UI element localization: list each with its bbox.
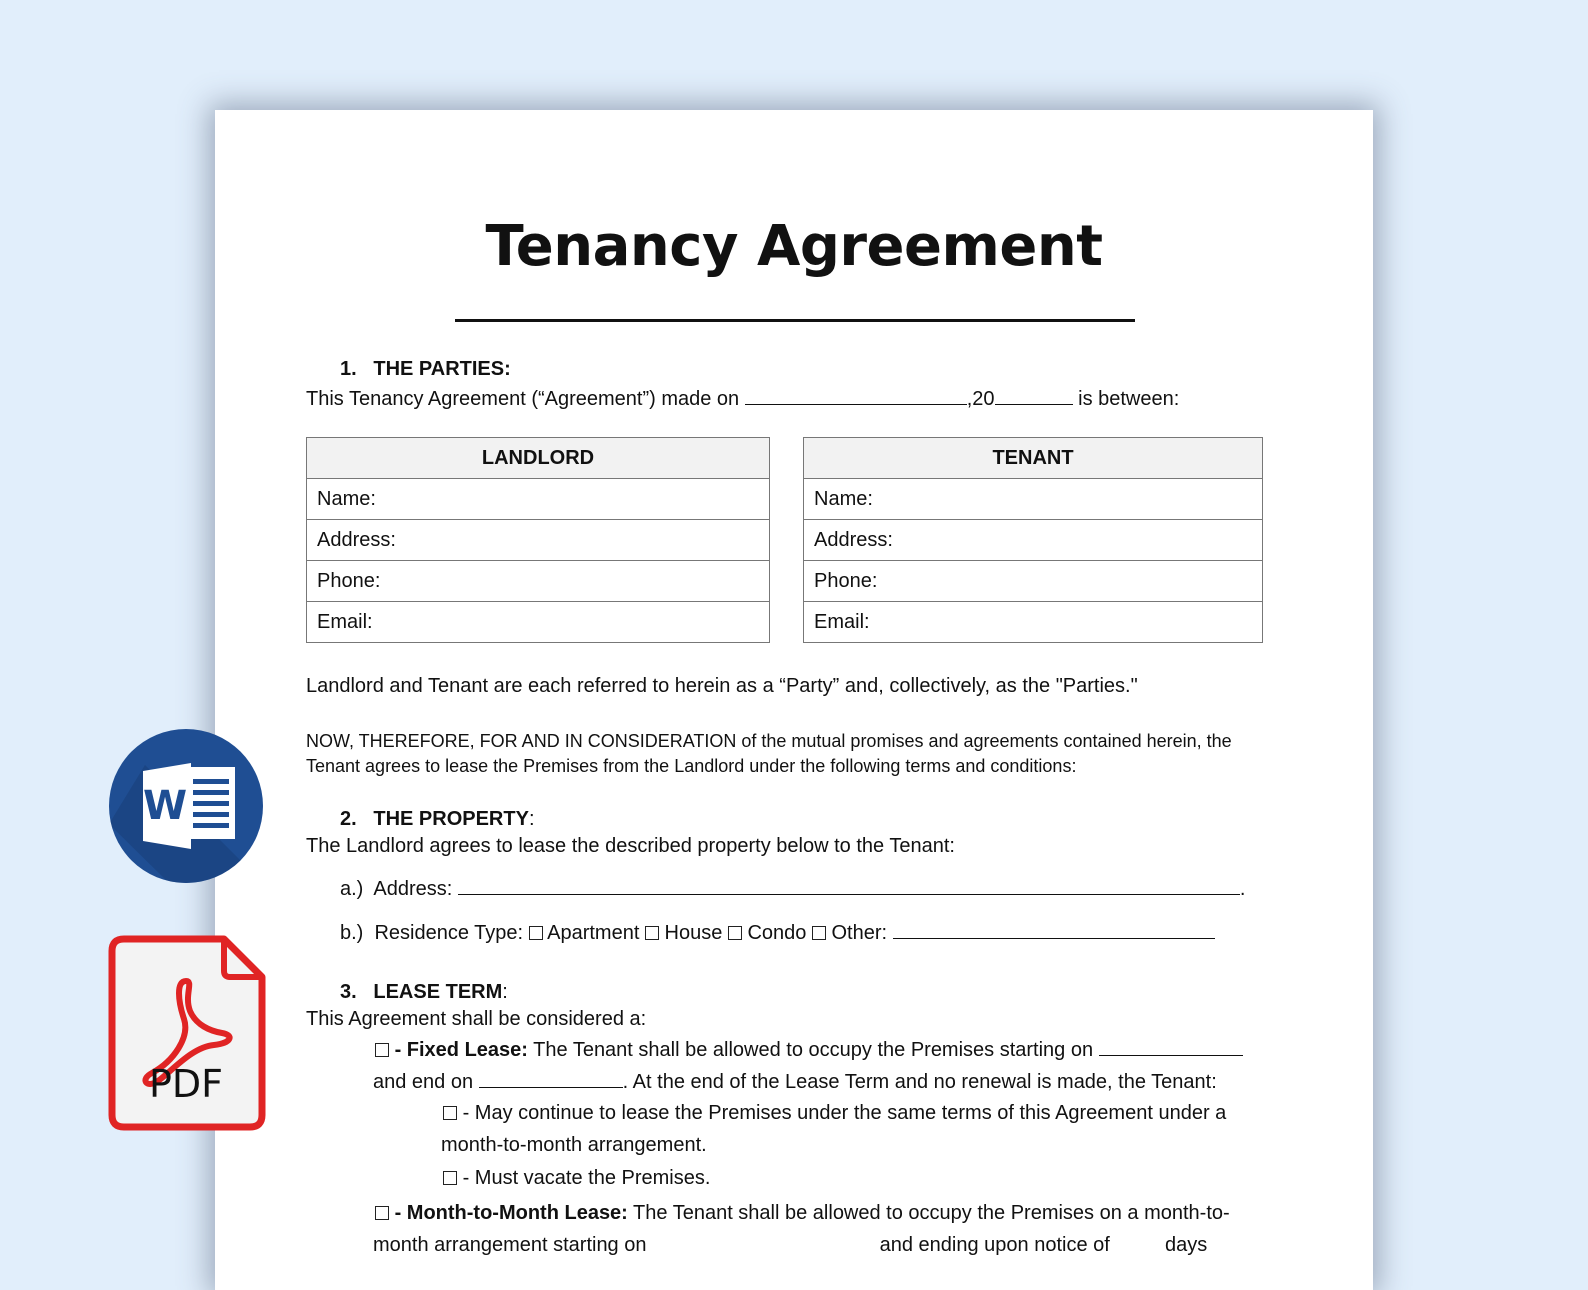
condo-checkbox[interactable] <box>728 926 742 940</box>
renewal-option-2-text: - Must vacate the Premises. <box>462 1167 711 1189</box>
word-icon-graphic <box>109 729 263 883</box>
tenant-email-field[interactable]: Email: <box>804 602 1263 643</box>
residence-type-line <box>340 920 1215 945</box>
fixed-end-suffix: . At the end of the Lease Term and no renewal is made, the Tenant: <box>622 1071 1217 1093</box>
fixed-end-date-blank[interactable] <box>479 1069 623 1088</box>
fixed-lease-checkbox[interactable] <box>375 1043 389 1057</box>
house-option: House <box>664 922 723 944</box>
pdf-file-icon[interactable] <box>106 935 266 1131</box>
fixed-end-prefix: and end on <box>373 1071 474 1093</box>
m2m-start-text: month arrangement starting on <box>373 1234 647 1256</box>
section-1-number: 1. <box>340 358 357 380</box>
landlord-header: LANDLORD <box>307 438 770 479</box>
agreement-date-blank[interactable] <box>745 386 967 405</box>
tenant-address-field[interactable]: Address: <box>804 520 1263 561</box>
pdf-label: PDF <box>148 1062 224 1106</box>
section-3-number: 3. <box>340 981 357 1003</box>
month-to-month-text: The Tenant shall be allowed to occupy the Premises on a month-to- <box>633 1202 1230 1224</box>
other-residence-blank[interactable] <box>893 920 1215 939</box>
section-3-colon: : <box>502 981 508 1003</box>
document-content <box>215 110 1373 1290</box>
apartment-checkbox[interactable] <box>529 926 543 940</box>
pdf-icon-graphic <box>106 935 266 1131</box>
section-2-title: THE PROPERTY <box>373 808 529 830</box>
section-2-number: 2. <box>340 808 357 830</box>
fixed-lease-label: - Fixed Lease: <box>394 1039 528 1061</box>
word-letter: W <box>142 783 188 829</box>
agreement-year-blank[interactable] <box>995 386 1073 405</box>
parties-note: Landlord and Tenant are each referred to herein as a “Party” and, collectively, as the "Parties." <box>306 675 1138 697</box>
parties-intro-suffix: is between: <box>1078 388 1180 410</box>
renewal-option-1 <box>443 1102 1226 1125</box>
year-prefix: ,20 <box>966 388 995 410</box>
landlord-table <box>306 437 770 643</box>
apartment-option: Apartment <box>547 922 640 944</box>
lease-term-intro: This Agreement shall be considered a: <box>306 1008 647 1030</box>
property-address-line <box>340 876 1245 901</box>
section-1-heading <box>340 358 511 381</box>
document-title: Tenancy Agreement <box>485 214 1103 279</box>
m2m-days-text: days <box>1164 1234 1208 1256</box>
month-to-month-label: - Month-to-Month Lease: <box>394 1202 628 1224</box>
property-address-blank[interactable] <box>458 876 1240 895</box>
item-b-label: b.) <box>340 922 364 944</box>
month-to-month-checkbox[interactable] <box>375 1206 389 1220</box>
fixed-lease-line-2 <box>373 1069 1217 1094</box>
month-to-month-line-2 <box>373 1234 1207 1257</box>
other-option: Other: <box>831 922 888 944</box>
tenant-name-field[interactable]: Name: <box>804 479 1263 520</box>
tenant-header: TENANT <box>804 438 1263 479</box>
tenant-phone-field[interactable]: Phone: <box>804 561 1263 602</box>
month-to-month-line-1 <box>375 1202 1230 1225</box>
residence-type-label: Residence Type: <box>374 922 524 944</box>
fixed-lease-line-1 <box>375 1037 1243 1062</box>
section-2-colon: : <box>528 808 535 830</box>
consideration-line-1: NOW, THEREFORE, FOR AND IN CONSIDERATION of the mutual promises and agreements contained herein, the <box>306 731 1232 751</box>
consideration-line-2: Tenant agrees to lease the Premises from the Landlord under the following terms and conditions: <box>306 756 1077 776</box>
house-checkbox[interactable] <box>645 926 659 940</box>
landlord-phone-field[interactable]: Phone: <box>307 561 770 602</box>
tenant-table <box>803 437 1263 643</box>
month-to-month-continue-checkbox[interactable] <box>443 1106 457 1120</box>
word-file-icon[interactable] <box>109 729 263 883</box>
address-end-period: . <box>1239 878 1246 900</box>
item-a-label: a.) <box>340 878 364 900</box>
section-1-title: THE PARTIES: <box>373 358 511 380</box>
fixed-start-date-blank[interactable] <box>1099 1037 1243 1056</box>
landlord-email-field[interactable]: Email: <box>307 602 770 643</box>
renewal-option-1-cont: month-to-month arrangement. <box>441 1134 707 1156</box>
document-page <box>215 110 1373 1290</box>
condo-option: Condo <box>747 922 807 944</box>
title-underline <box>455 319 1135 322</box>
section-3-heading <box>340 981 508 1004</box>
m2m-notice-text: and ending upon notice of <box>879 1234 1110 1256</box>
section-3-title: LEASE TERM <box>373 981 503 1003</box>
fixed-lease-text: The Tenant shall be allowed to occupy the Premises starting on <box>533 1039 1094 1061</box>
renewal-option-1-text: - May continue to lease the Premises under the same terms of this Agreement under a <box>462 1102 1227 1124</box>
property-address-label: Address: <box>373 878 453 900</box>
landlord-address-field[interactable]: Address: <box>307 520 770 561</box>
property-intro: The Landlord agrees to lease the described property below to the Tenant: <box>306 835 955 857</box>
parties-intro-prefix: This Tenancy Agreement (“Agreement”) made on <box>306 388 740 410</box>
vacate-checkbox[interactable] <box>443 1171 457 1185</box>
landlord-name-field[interactable]: Name: <box>307 479 770 520</box>
other-checkbox[interactable] <box>812 926 826 940</box>
parties-intro-line <box>306 386 1179 411</box>
renewal-option-2 <box>443 1167 710 1190</box>
section-2-heading <box>340 808 535 831</box>
